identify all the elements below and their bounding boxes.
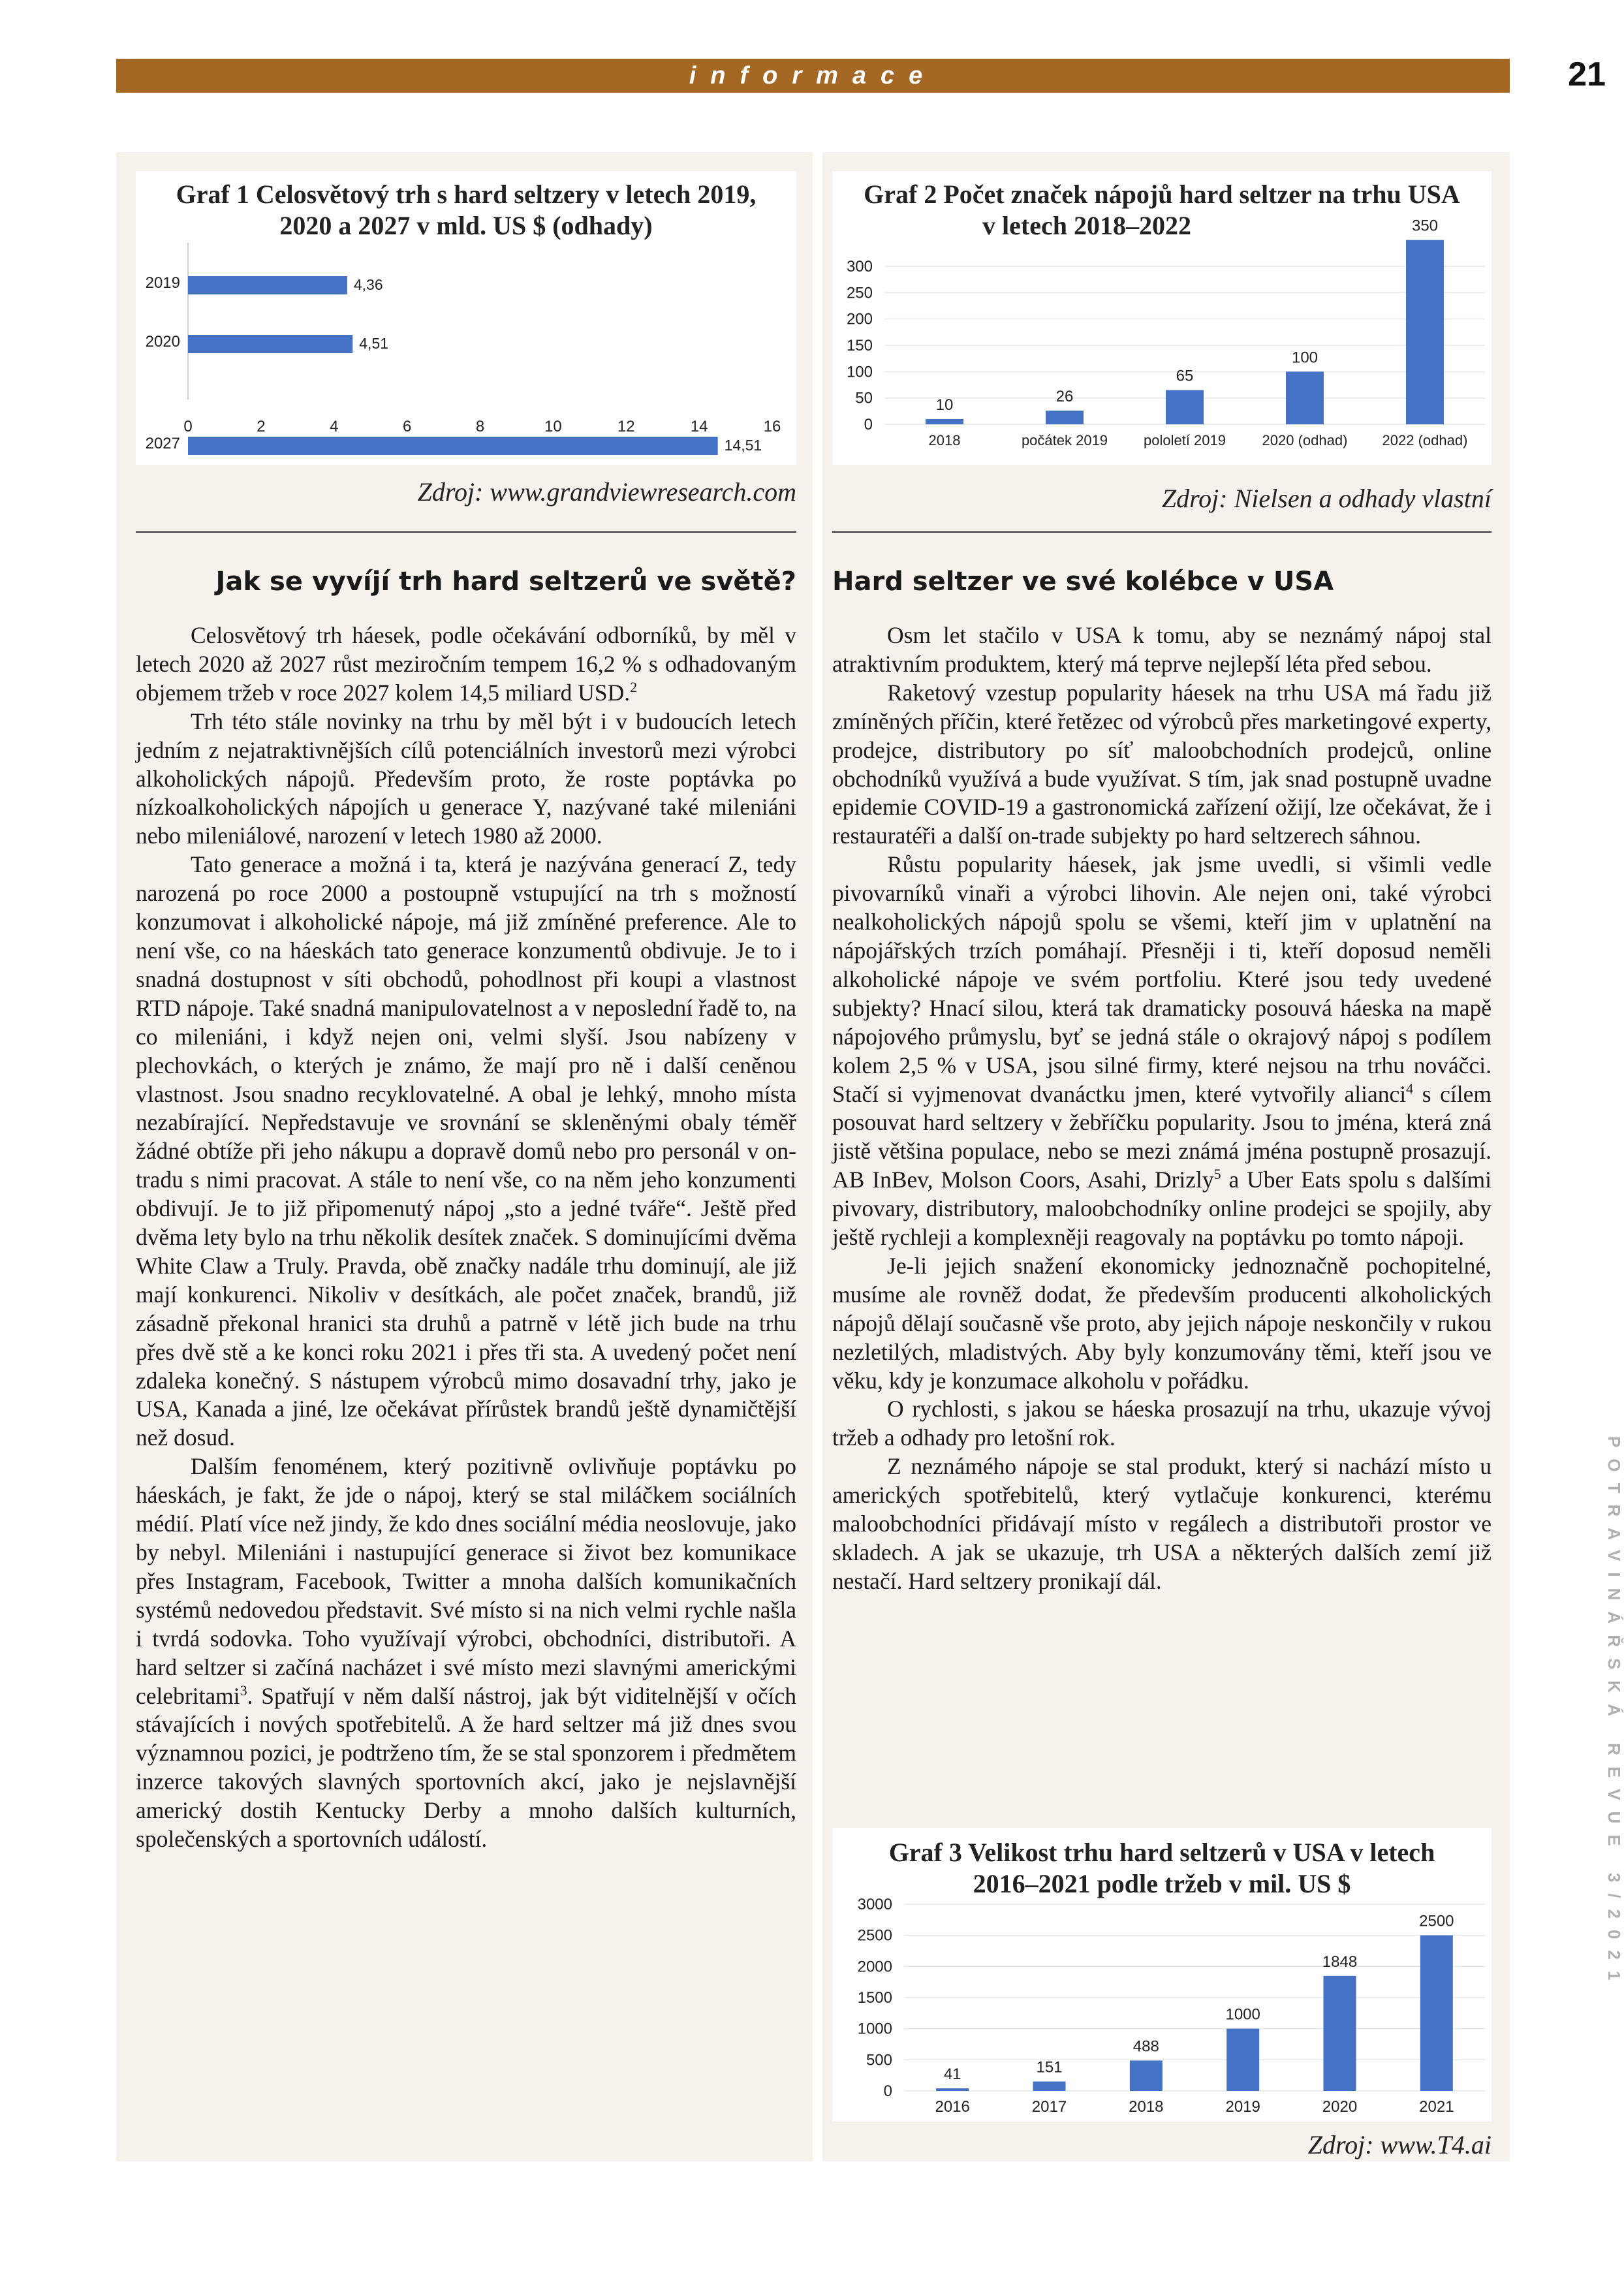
chart3-bar: [1226, 2029, 1259, 2091]
paragraph: Růstu popularity háesek, jak jsme uvedli, si všimli vedle pivovarníků vinaři a výrobci lihovin. Ale nejen oni, také výrobci nealkoholických nápojů spolu se všemi, kteří jim v uplatnění na nápojářských trzích pomáhají. Přesněji i ti, kteří doposud neměli alkoholické nápoje ve svém portfoliu. Které jsou tedy uvedené subjekty? Hnací silou, která tak dramaticky posouvá háeska na mapě nápojového průmyslu, byť se jedná stále o okrajový nápoj s podílem kolem 2,5 % v USA, jsou silné firmy, které nejsou na trhu nováčci. Stačí si vyjmenovat dvanáctku jmen, které vytvořily alianci$^4$ s cílem posouvat hard seltzery v žebříčku popularity. Jsou to jména, která zná jistě většina populace, nebo se mezi známá jména postupně prosazují. AB InBev, Molson Coors, Asahi, Drizly$^5$ a Uber Eats spolu s dalšími pivovary, distributory, maloobchodníky online prodejci se spojily, aby ještě rychleji a komplexněji reagovaly na poptávku po tomto nápoji.: [832, 851, 1491, 1251]
chart3-category-label: 2017: [1031, 2098, 1067, 2116]
page-number: 21: [1568, 55, 1606, 93]
chart1-bar: [188, 276, 347, 294]
chart3-category-label: 2019: [1225, 2098, 1260, 2116]
chart2-data-label: 26: [1055, 388, 1074, 406]
paragraph: Dalším fenoménem, který pozitivně ovlivňuje poptávku po háeskách, je fakt, že jde o nápoj, který se stal miláčkem sociálních médií. Platí více než jindy, že kdo dnes sociální média neoslovuje, jako by nebyl. Mileniáni i nastupující generace si život bez komunikace přes Instagram, Facebook, Twitter a mnoha dalších komunikačních systémů nedovedou představit. Své místo si na nich velmi rychle našla i tvrdá sodovka. Toho využívají výrobci, obchodníci, distributoři. A hard seltzer si začíná nacházet i své místo mezi slavnými americkými celebritami$^3$. Spatřují v něm další nástroj, jak být viditelnější v očích stávajících i nových spotřebitelů. A že hard seltzer má již dnes svou významnou pozici, je podtrženo tím, že se stal sponzorem i předmětem inzerce takových slavných sportovních akcí, jako je nejslavnější americký dostih Kentucky Derby a mnoho dalších kulturních, společenských a sportovních událostí.: [136, 1453, 796, 1853]
chart1-x-tick-label: 16: [763, 418, 781, 435]
chart2-y-tick-label: 200: [846, 310, 873, 328]
chart3-y-tick-label: 2000: [857, 1958, 892, 1976]
chart2-bar: [926, 419, 963, 424]
chart2-source: Zdroj: Nielsen a odhady vlastní: [1161, 484, 1491, 513]
chart2-bar: [1406, 240, 1444, 424]
chart3-source: Zdroj: www.T4.ai: [1307, 2130, 1491, 2159]
chart2-data-label: 10: [935, 396, 954, 414]
article-right-heading: Hard seltzer ve své kolébce v USA: [832, 567, 1334, 597]
chart2-bar: [1286, 371, 1324, 424]
chart1-source: Zdroj: www.grandviewresearch.com: [417, 477, 796, 507]
chart2-y-tick-label: 50: [855, 389, 873, 407]
chart2-plot: [832, 171, 1491, 465]
chart2-data-label: 65: [1176, 367, 1194, 385]
chart1-x-tick-label: 2: [257, 418, 266, 435]
chart2-bar: [1046, 411, 1084, 424]
chart3-bar: [936, 2088, 969, 2091]
chart2-title-line1: Graf 2 Počet značek nápojů hard seltzer na trhu USA: [864, 180, 1460, 209]
chart3-y-tick-label: 0: [883, 2082, 892, 2100]
chart2-category-label: pololetí 2019: [1144, 432, 1226, 448]
magazine-name-vertical: POTRAVINÁŘSKÁ REVUE 3/2021: [1604, 1436, 1624, 1992]
article-left-heading: Jak se vyvíjí trh hard seltzerů ve světě?: [215, 567, 796, 597]
chart3-y-tick-label: 1000: [857, 2020, 892, 2038]
article-right-body: [832, 621, 1491, 1596]
chart2-category-label: 2022 (odhad): [1382, 432, 1468, 448]
chart3-bar: [1420, 1936, 1453, 2091]
chart3-data-label: 488: [1132, 2037, 1159, 2056]
chart2-category-label: 2020 (odhad): [1262, 432, 1348, 448]
chart1-category-label: 2019: [145, 274, 180, 292]
paragraph: Je-li jejich snažení ekonomicky jednoznačně pochopitelné, musíme ale rovněž dodat, že především producenti alkoholických nápojů dělají současně vše proto, aby jejich nápoje neskončily v rukou nezletilých, mladistvých. Aby byly konzumovány těmi, kteří jsou ve věku, kdy je konzumace alkoholu v pořádku.: [832, 1252, 1491, 1394]
footnote-ref: 2: [630, 678, 638, 695]
chart1-title-line1: Graf 1 Celosvětový trh s hard seltzery v letech 2019,: [176, 180, 757, 209]
chart3-y-tick-label: 3000: [857, 1896, 892, 1913]
chart1-x-tick-label: 10: [544, 418, 562, 435]
chart2-title-line2: v letech 2018–2022: [982, 211, 1191, 240]
chart2-y-tick-label: 0: [864, 416, 873, 433]
chart3-title-line2: 2016–2021 podle tržeb v mil. US $: [973, 1869, 1351, 1898]
chart2-y-tick-label: 250: [846, 284, 873, 302]
chart1-x-tick-label: 6: [402, 418, 412, 435]
chart3-bar: [1033, 2082, 1066, 2091]
rule-right: [832, 531, 1491, 533]
column-divider: [813, 152, 822, 2161]
chart1-title: [136, 179, 796, 242]
chart1-plot: [136, 243, 796, 465]
chart2-category-label: počátek 2019: [1021, 432, 1108, 448]
chart1-data-label: 4,51: [359, 335, 389, 352]
chart1-bar: [188, 335, 352, 353]
paragraph: O rychlosti, s jakou se háeska prosazují na trhu, ukazuje vývoj tržeb a odhady pro letošní rok.: [832, 1396, 1491, 1451]
chart1-box: [136, 171, 796, 465]
chart2-y-tick-label: 150: [846, 337, 873, 354]
paragraph: Z neznámého nápoje se stal produkt, který si nachází místo u amerických spotřebitelů, který vytlačuje konkurenci, kterému maloobchodníci přidávají místo v regálech a distributoři prostor ve skladech. A jak se ukazuje, trh USA a některých dalších zemí již nestačí. Hard seltzery pronikají dál.: [832, 1453, 1491, 1594]
footnote-ref: 4: [1406, 1080, 1414, 1097]
chart3-data-label: 2500: [1419, 1912, 1454, 1930]
chart3-data-label: 1848: [1322, 1953, 1358, 1971]
chart1-x-tick-label: 14: [690, 418, 708, 435]
chart1-data-label: 14,51: [724, 437, 762, 454]
chart3-category-label: 2021: [1419, 2098, 1454, 2116]
chart3-category-label: 2018: [1129, 2098, 1164, 2116]
chart1-x-tick-label: 4: [330, 418, 339, 435]
footnote-ref: 5: [1213, 1166, 1221, 1183]
footnote-ref: 3: [240, 1682, 247, 1699]
chart3-data-label: 41: [943, 2065, 961, 2084]
chart1-x-tick-label: 8: [475, 418, 485, 435]
chart3-title-line1: Graf 3 Velikost trhu hard seltzerů v USA v letech: [888, 1838, 1435, 1867]
paragraph: Raketový vzestup popularity háesek na trhu USA má řadu již zmíněných příčin, které řetězec od výrobců přes marketingové experty, prodejce, distributory po síť maloobchodních prodejců, online obchodníků využívá a bude využívat. S tím, jak snad postupně uvadne epidemie COVID-19 a gastronomická zařízení ožijí, lze očekávat, že i restauratéři a další on-trade subjekty po hard seltzerech sáhnou.: [832, 679, 1491, 849]
chart2-data-label: 350: [1411, 217, 1439, 235]
chart1-data-label: 4,36: [353, 276, 383, 293]
chart1-x-tick-label: 12: [617, 418, 635, 435]
paragraph: Celosvětový trh háesek, podle očekávání odborníků, by měl v letech 2020 až 2027 růst meziročním tempem 16,2 % s odhadovaným objemem tržeb v roce 2027 kolem 14,5 miliard USD.$^2$: [136, 622, 796, 706]
chart2-data-label: 100: [1291, 349, 1319, 367]
chart3-bar: [1130, 2060, 1163, 2091]
chart3-data-label: 151: [1036, 2058, 1063, 2077]
paragraph: Osm let stačilo v USA k tomu, aby se neznámý nápoj stal atraktivním produktem, který má teprve nejlepší léta před sebou.: [832, 622, 1491, 677]
section-label: informace: [689, 62, 937, 89]
chart3-y-tick-label: 2500: [857, 1926, 892, 1945]
chart3-category-label: 2020: [1322, 2098, 1358, 2116]
chart1-category-label: 2020: [145, 333, 180, 351]
chart1-x-tick-label: 0: [183, 418, 193, 435]
chart2-y-tick-label: 100: [846, 363, 873, 381]
paragraph: Trh této stále novinky na trhu by měl být i v budoucích letech jedním z nejatraktivnějších cílů potenciálních investorů mezi výrobci alkoholických nápojů. Především proto, že roste poptávka po nízkoalkoholických nápojích u generace Y, nazývané také mileniáni nebo mileniálové, narození v letech 1980 až 2000.: [136, 708, 796, 849]
chart3-plot: [832, 1828, 1491, 2122]
chart3-box: [832, 1828, 1491, 2122]
chart2-category-label: 2018: [928, 432, 961, 448]
paragraph: Tato generace a možná i ta, která je nazývána generací Z, tedy narozená po roce 2000 a postoupně vstupující na trh s možností konzumovat i alkoholické nápoje, má již zmíněné preference. Ale to není vše, co na háeskách tato generace konzumentů obdivuje. Je to i snadná dostupnost v síti obchodů, pohodlnost při koupi a vlastnost RTD nápoje. Také snadná manipulovatelnost a v neposlední řadě to, na co mileniáni, i když nejen oni, velmi slyší. Jsou nabízeny v plechovkách, o kterých je známo, že mají pro ně i další ceněnou vlastnost. Jsou snadno recyklovatelné. A obal je lehký, mnoho místa nezabírající. Nepředstavuje ve srovnání se skleněnými obaly téměř žádné obtíže při jeho nákupu a dopravě domů nebo pro personál v on-tradu s nimi pracovat. A stále to není vše, co na něm jeho konzumenti obdivují. Je to již připomenutý nápoj „sto a jedné tváře“. Ještě před dvěma lety bylo na trhu několik desítek značek. S dominujícími dvěma White Claw a Truly. Pravda, obě značky nadále trhu dominují, ale již mají konkurenci. Nikoliv v desítkách, ale počet značek, brandů, již zásadně překonal hranici sta druhů a patrně v létě jich bude na trhu přes dvě stě a ke konci roku 2021 i přes tři sta. A uvedený počet není zdaleka konečný. S nástupem výrobců mimo dosavadní trhy, jako je USA, Kanada a jiné, lze očekávat přírůstek brandů ještě dynamičtější než dosud.: [136, 851, 796, 1451]
chart2-box: [832, 171, 1491, 465]
chart1-category-label: 2027: [145, 435, 180, 452]
chart1-title-line2: 2020 a 2027 v mld. US $ (odhady): [279, 211, 653, 240]
chart2-bar: [1166, 390, 1204, 424]
chart2-y-tick-label: 300: [846, 258, 873, 275]
chart3-bar: [1324, 1976, 1356, 2091]
rule-left: [136, 531, 796, 533]
chart1-bar: [188, 437, 718, 455]
chart3-data-label: 1000: [1225, 2005, 1260, 2024]
chart3-y-tick-label: 500: [866, 2051, 892, 2069]
article-left-body: [136, 621, 796, 1854]
chart3-y-tick-label: 1500: [857, 1989, 892, 2007]
chart3-category-label: 2016: [935, 2098, 970, 2116]
